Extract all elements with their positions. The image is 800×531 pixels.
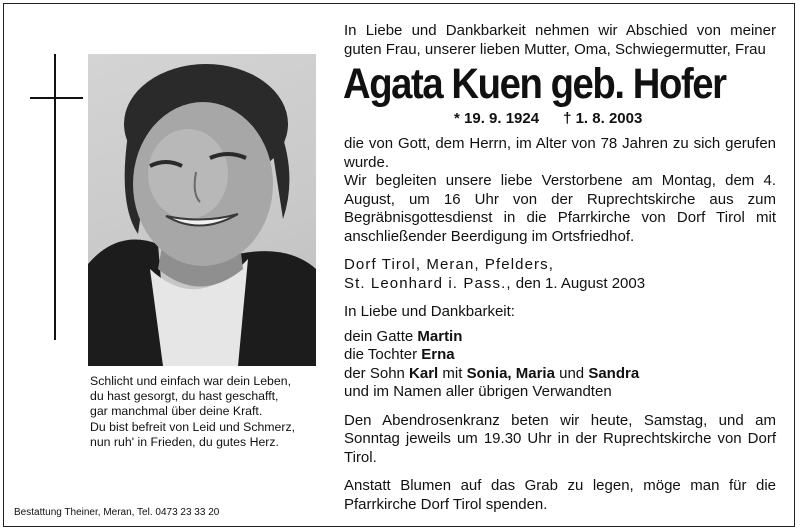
family-member: Karl — [409, 364, 439, 382]
family-row — [344, 346, 776, 365]
family-heading: In Liebe und Dankbarkeit: — [344, 303, 515, 320]
funeral-text: Wir begleiten unsere liebe Verstorbene am Montag, dem 4. August, um 16 Uhr von der Ruprechtskirche aus zum Begräbnisgottesdienst in die Pfarrkirche von Dorf Tirol mit anschließender Beerdigung im Ortsfriedhof. — [344, 172, 776, 245]
date-line: den 1. August 2003 — [511, 274, 646, 292]
death-date: † 1. 8. 2003 — [563, 110, 643, 127]
family-row — [344, 365, 776, 384]
intro-text: In Liebe und Dankbarkeit nehmen wir Abschied von meiner guten Frau, unserer lieben Mutter, Oma, Schwiegermutter, Frau — [344, 22, 776, 58]
portrait-photo — [88, 54, 316, 366]
place-line: Dorf Tirol, Meran, Pfelders, — [344, 256, 555, 273]
family-member: Martin — [417, 327, 463, 345]
family-member: Sonia, Maria — [466, 364, 555, 382]
family-connector: und — [554, 364, 589, 382]
family-list — [344, 303, 776, 402]
flowers-text: Anstatt Blumen auf das Grab zu legen, möge man für die Pfarrkirche Dorf Tirol spenden. — [344, 477, 776, 513]
rosary-text: Den Abendrosenkranz beten wir heute, Samstag, und am Sonntag jeweils um 19.30 Uhr in der Ruprechtskirche von Dorf Tirol. — [344, 411, 776, 466]
family-role: der Sohn — [344, 364, 410, 382]
family-member: Erna — [421, 346, 455, 363]
poem-line: Du bist befreit von Leid und Schmerz, — [90, 419, 296, 434]
life-dates — [344, 109, 776, 129]
poem-line: nun ruh' in Frieden, du gutes Herz. — [90, 434, 279, 449]
poem-line: gar manchmal über deine Kraft. — [90, 404, 263, 419]
family-row — [344, 328, 776, 347]
family-connector: mit — [438, 364, 467, 382]
family-role: die Tochter — [344, 346, 422, 363]
birth-date: * 19. 9. 1924 — [454, 110, 540, 127]
family-row: und im Namen aller übrigen Verwandten — [344, 383, 612, 400]
place-date — [344, 256, 776, 293]
notice-text-column — [344, 22, 776, 514]
deceased-name: Agata Kuen geb. Hofer — [343, 60, 726, 108]
undertaker-line: Bestattung Theiner, Meran, Tel. 0473 23 33 20 — [14, 507, 220, 518]
family-role: dein Gatte — [344, 327, 418, 345]
place-line: St. Leonhard i. Pass., — [344, 274, 512, 292]
poem-line: Schlicht und einfach war dein Leben, — [90, 374, 291, 388]
called-text: die von Gott, dem Herrn, im Alter von 78 Jahren zu sich gerufen wurde. — [344, 135, 776, 171]
poem — [90, 374, 340, 450]
cross-icon-bar — [30, 97, 83, 99]
poem-line: du hast gesorgt, du hast geschafft, — [90, 389, 279, 404]
family-member: Sandra — [588, 364, 640, 382]
